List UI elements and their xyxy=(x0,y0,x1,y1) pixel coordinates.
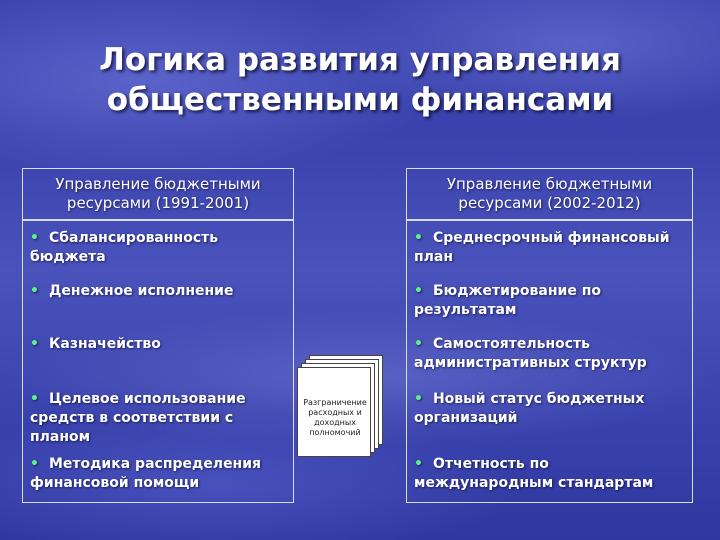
right-item-4 xyxy=(414,390,689,428)
right-item-2 xyxy=(414,282,664,320)
left-item-2-text: Денежное исполнение xyxy=(48,283,234,299)
slide-title xyxy=(0,40,720,120)
left-item-5-text: Методика распределения финансовой помощи xyxy=(30,456,262,491)
bullet-icon: • xyxy=(414,336,423,352)
left-item-2 xyxy=(30,282,290,301)
right-item-4-text: Новый статус бюджетных организаций xyxy=(414,391,645,426)
left-column-header xyxy=(22,168,294,220)
left-item-5 xyxy=(30,455,290,493)
bullet-icon: • xyxy=(30,283,39,299)
left-item-1 xyxy=(30,229,290,267)
left-item-4-text: Целевое использование средств в соответствии с планом xyxy=(30,391,246,445)
right-item-5-text: Отчетность по международным стандартам xyxy=(414,456,654,491)
left-item-4 xyxy=(30,390,275,447)
right-item-3-text: Самостоятельность административных структур xyxy=(414,336,647,371)
left-item-3 xyxy=(30,335,290,354)
bullet-icon: • xyxy=(414,283,423,299)
right-item-1-text: Среднесрочный финансовый план xyxy=(414,230,670,265)
document-text: Разграничение расходных и доходных полномочий xyxy=(303,398,367,437)
right-column-header xyxy=(406,168,693,220)
bullet-icon: • xyxy=(30,230,39,246)
right-item-5 xyxy=(414,455,689,493)
bullet-icon: • xyxy=(30,456,39,472)
right-header-text: Управление бюджетными ресурсами (2002-2012) xyxy=(446,175,653,212)
left-item-3-text: Казначейство xyxy=(48,336,161,352)
bullet-icon: • xyxy=(30,391,39,407)
left-header-text: Управление бюджетными ресурсами (1991-2001) xyxy=(55,175,261,212)
title-line-2: общественными финансами xyxy=(106,82,614,118)
bullet-icon: • xyxy=(414,456,423,472)
document-page-front xyxy=(297,367,371,457)
bullet-icon: • xyxy=(30,336,39,352)
left-item-1-text: Сбалансированность бюджета xyxy=(30,230,219,265)
right-item-3 xyxy=(414,335,689,373)
right-item-1 xyxy=(414,229,689,267)
bullet-icon: • xyxy=(414,391,423,407)
title-line-1: Логика развития управления xyxy=(99,42,621,78)
bullet-icon: • xyxy=(414,230,423,246)
center-document-stack xyxy=(295,355,395,465)
right-item-2-text: Бюджетирование по результатам xyxy=(414,283,601,318)
